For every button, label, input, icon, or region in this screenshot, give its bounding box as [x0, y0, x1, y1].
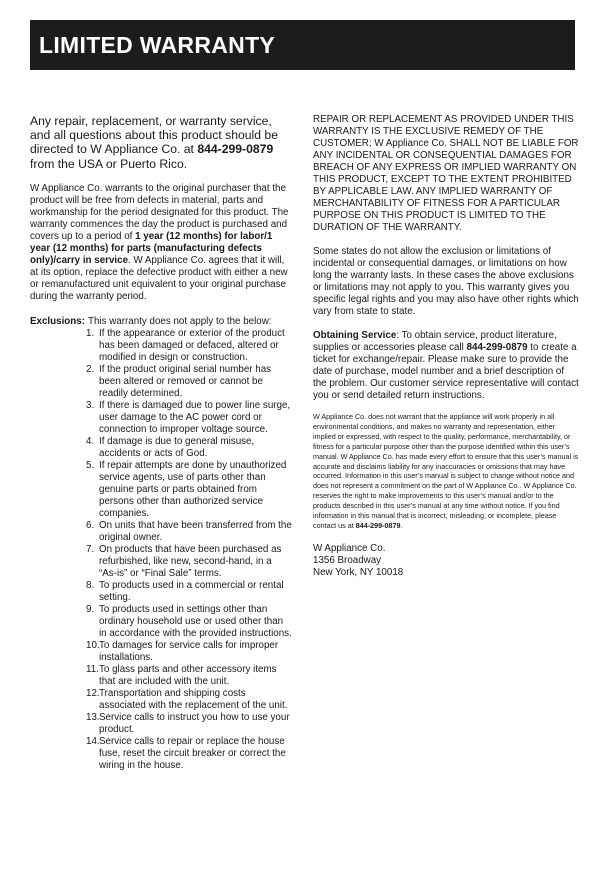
- exclusion-text: Service calls to instruct you how to use your product.: [99, 711, 290, 735]
- exclusion-item: [86, 604, 292, 640]
- exclusions-section: [30, 316, 292, 772]
- exclusion-item: [86, 520, 292, 544]
- exclusion-text: On products that have been purchased as refurbished, like new, second-hand, in a “As-is” or “Final Sale” terms.: [99, 543, 282, 579]
- warranty-period: 1 year (12 months) for labor/1 year (12 months) for parts (manufacturing defects only)/carry in service: [30, 230, 273, 266]
- exclusion-text: If there is damaged due to power line surge, user damage to the AC power cord or connection to improper voltage source.: [99, 399, 291, 435]
- exclusion-number: 11.: [86, 663, 99, 675]
- address-line: 1356 Broadway: [313, 554, 382, 566]
- exclusion-text: To damages for service calls for improper installations.: [99, 639, 279, 663]
- address-line: W Appliance Co.: [313, 542, 386, 554]
- left-column: [30, 114, 292, 772]
- exclusion-text: To glass parts and other accessory items that are included with the unit.: [99, 663, 277, 687]
- exclusion-number: 12.: [86, 687, 100, 699]
- right-column: [313, 114, 579, 579]
- liability-disclaimer: REPAIR OR REPLACEMENT AS PROVIDED UNDER THIS WARRANTY IS THE EXCLUSIVE REMEDY OF THE CUSTOMER; W Appliance Co. SHALL NOT BE LIABLE FOR ANY INCIDENTAL OR CONSEQUENTIAL DAMAGES FOR BREACH OF ANY EXPRESS OR IMPLIED WARRANTY ON THIS PRODUCT, EXCEPT TO THE EXTENT PROHIBITED BY APPLICABLE LAW. ANY IMPLIED WARRANTY OF MERCHANTABILITY OF FITNESS FOR A PARTICULAR PURPOSE ON THIS PRODUCT IS LIMITED TO THE DURATION OF THE WARRANTY.: [313, 114, 579, 233]
- exclusion-number: 5.: [86, 459, 95, 471]
- address-line: New York, NY 10018: [313, 566, 404, 578]
- obtaining-service: Obtaining Service: To obtain service, product literature, supplies or accessories please call 844-299-0879 to create a ticket for exchange/repair. Please make sure to provide the date of purchase, model number and a brief description of the problem. Our customer service representative will contact you or send detailed return instructions.: [313, 330, 579, 401]
- state-rights-note: Some states do not allow the exclusion or limitations of incidental or consequential damages, or limitations on how long the warranty lasts. In these cases the above exclusions or limitations may not apply to you. This warranty gives you specific legal rights and you may also have other rights which vary from state to state.: [313, 246, 579, 317]
- exclusion-text: To products used in a commercial or rental setting.: [99, 579, 284, 603]
- exclusions-label: Exclusions:: [30, 315, 85, 327]
- exclusion-item: [86, 364, 292, 400]
- company-address: [313, 543, 579, 579]
- exclusion-text: On units that have been transferred from the original owner.: [99, 519, 292, 543]
- exclusion-number: 9.: [86, 603, 95, 615]
- exclusion-item: [86, 664, 292, 688]
- exclusion-item: [86, 460, 292, 520]
- exclusion-number: 6.: [86, 519, 95, 531]
- exclusion-item: [86, 544, 292, 580]
- page-title: LIMITED WARRANTY: [39, 31, 276, 58]
- exclusion-number: 3.: [86, 399, 95, 411]
- exclusion-item: [86, 328, 292, 364]
- exclusion-item: [86, 436, 292, 460]
- exclusion-item: [86, 400, 292, 436]
- exclusions-list: [86, 328, 292, 772]
- exclusion-text: Transportation and shipping costs associated with the replacement of the unit.: [99, 687, 288, 711]
- exclusion-item: [86, 688, 292, 712]
- exclusion-number: 10.: [86, 639, 100, 651]
- warranty-terms: W Appliance Co. warrants to the original purchaser that the product will be free from defects in material, parts and workmanship for the period designated for this product. The warranty commences the day the product is purchased and covers up to a period of 1 year (12 months) for labor/1 year (12 months) for parts (manufacturing defects only)/carry in service. W Appliance Co. agrees that it will, at its option, replace the defective product with either a new or remanufactured unit equivalent to your original purchase during the warranty period.: [30, 182, 289, 302]
- exclusion-text: Service calls to repair or replace the house fuse, reset the circuit breaker or correct the wiring in the house.: [99, 735, 286, 771]
- fine-print-disclaimer: W Appliance Co. does not warrant that the appliance will work properly in all environmental conditions, and makes no warranty and representation, either implied or expressed, with respect to the quality, performance, merchantability, or fitness for a particular purpose other than the purpose identified within this user’s manual. W Appliance Co. has made every effort to ensure that this user’s manual is accurate and disclaims liability for any inaccuracies or omissions that may have occurred. Information in this user’s manual is subject to change without notice and does not represent a commitment on the part of W Appliance Co.. W Appliance Co. reserves the right to make improvements to this user’s manual and/or to the products described in this user’s manual at any time without notice. If you find information in this manual that is incorrect, misleading, or incomplete, please contact us at 844-299-0879.: [313, 412, 579, 530]
- exclusions-intro: This warranty does not apply to the below:: [88, 315, 272, 327]
- exclusion-number: 4.: [86, 435, 95, 447]
- exclusion-item: [86, 712, 292, 736]
- exclusion-number: 7.: [86, 543, 95, 555]
- exclusion-item: [86, 580, 292, 604]
- disclaimer-phone: 844-299-0879: [355, 520, 401, 530]
- contact-intro: Any repair, replacement, or warranty service, and all questions about this product should be directed to W Appliance Co. at 844-299-0879 from the USA or Puerto Rico.: [30, 114, 278, 171]
- service-label: Obtaining Service: [313, 330, 397, 341]
- exclusion-text: If repair attempts are done by unauthorized service agents, use of parts other than genuine parts or parts obtained from persons other than authorized service companies.: [99, 459, 287, 519]
- exclusion-text: To products used in settings other than ordinary household use or used other than in accordance with the provided instructions.: [99, 603, 292, 639]
- contact-phone: 844-299-0879: [197, 142, 274, 157]
- exclusion-item: [86, 640, 292, 664]
- exclusion-item: [86, 736, 292, 772]
- exclusions-heading: [30, 316, 292, 328]
- exclusion-text: If the appearance or exterior of the product has been damaged or defaced, altered or modified in design or construction.: [99, 327, 285, 363]
- exclusion-text: If the product original serial number has been altered or removed or cannot be readily determined.: [99, 363, 272, 399]
- exclusion-number: 2.: [86, 363, 95, 375]
- exclusion-text: If damage is due to general misuse, accidents or acts of God.: [99, 435, 255, 459]
- exclusion-number: 1.: [86, 327, 95, 339]
- exclusion-number: 14.: [86, 735, 100, 747]
- title-banner: [30, 20, 575, 70]
- service-phone: 844-299-0879: [466, 342, 528, 353]
- exclusion-number: 8.: [86, 579, 95, 591]
- exclusion-number: 13.: [86, 711, 100, 723]
